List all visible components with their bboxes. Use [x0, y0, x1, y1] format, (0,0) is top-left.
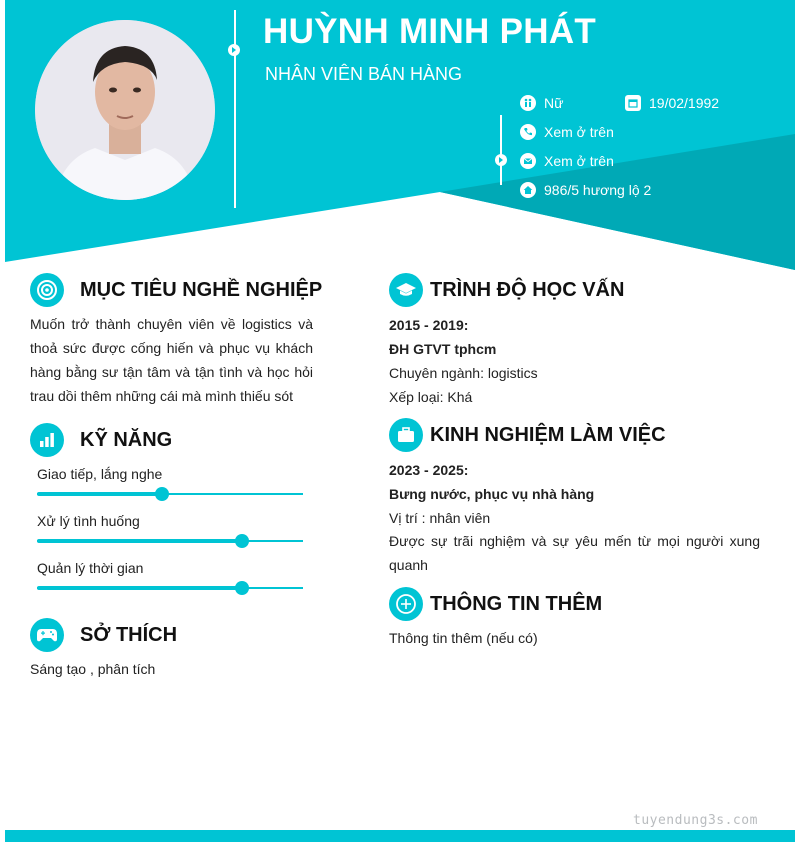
experience-title: KINH NGHIỆM LÀM VIỆC — [430, 423, 666, 446]
experience-description: Được sự trãi nghiệm và sự yêu mến từ mọi người xung quanh — [389, 533, 760, 573]
skill-slider-knob — [235, 581, 249, 595]
gender-icon — [520, 95, 536, 111]
watermark: tuyendung3s.com — [633, 813, 758, 828]
skill-label: Xử lý tình huống — [37, 513, 140, 529]
skills-title: KỸ NĂNG — [80, 428, 173, 451]
skill-fill — [37, 492, 162, 496]
briefcase-icon — [389, 418, 423, 452]
skill-fill — [37, 586, 242, 590]
education-title: TRÌNH ĐỘ HỌC VẤN — [430, 278, 625, 301]
contact-phone — [520, 124, 614, 140]
additional-heading — [389, 587, 602, 621]
email-value: Xem ở trên — [544, 153, 614, 169]
experience-period: 2023 - 2025: — [389, 462, 469, 478]
skill-label: Quản lý thời gian — [37, 560, 144, 576]
phone-value: Xem ở trên — [544, 124, 614, 140]
plus-icon — [389, 587, 423, 621]
skill-slider-knob — [235, 534, 249, 548]
education-heading — [389, 273, 624, 307]
contact-gender — [520, 95, 563, 111]
graduation-cap-icon — [389, 273, 423, 307]
education-period: 2015 - 2019: — [389, 317, 469, 333]
additional-title: THÔNG TIN THÊM — [430, 592, 603, 615]
experience-heading — [389, 418, 666, 452]
objective-text: Muốn trở thành chuyên viên về logistics và thoả sức được cống hiến và phục vụ khách hàng bằng sư tận tâm và tận tình và học hỏi trau dồi thêm những cái mà mình thiếu sót — [30, 316, 313, 404]
contact-email — [520, 153, 614, 169]
phone-icon — [520, 124, 536, 140]
footer-bar — [5, 830, 795, 842]
skills-heading — [30, 423, 172, 457]
education-major: Chuyên ngành: logistics — [389, 365, 538, 381]
cv-page — [5, 0, 795, 842]
candidate-name: HUỲNH MINH PHÁT — [263, 12, 597, 51]
skill-slider-knob — [155, 487, 169, 501]
hobbies-text: Sáng tạo , phân tích — [30, 661, 156, 677]
gender-value: Nữ — [544, 95, 564, 111]
bar-chart-icon — [30, 423, 64, 457]
gamepad-icon — [30, 618, 64, 652]
address-value: 986/5 hương lộ 2 — [544, 182, 652, 198]
candidate-role: NHÂN VIÊN BÁN HÀNG — [265, 64, 463, 84]
calendar-icon — [625, 95, 641, 111]
contact-divider — [500, 115, 502, 185]
target-icon — [30, 273, 64, 307]
hobbies-heading — [30, 618, 177, 652]
objective-title: MỤC TIÊU NGHỀ NGHIỆP — [80, 278, 323, 301]
birthday-value: 19/02/1992 — [649, 95, 720, 111]
skill-fill — [37, 539, 242, 543]
home-icon — [520, 182, 536, 198]
education-grade: Xếp loại: Khá — [389, 389, 473, 405]
contact-birthday — [625, 95, 719, 111]
contact-divider-marker — [495, 154, 507, 166]
experience-position: Vị trí : nhân viên — [389, 510, 491, 526]
header-divider-marker — [228, 44, 240, 56]
additional-text: Thông tin thêm (nếu có) — [389, 630, 538, 646]
profile-photo — [35, 20, 215, 200]
objective-heading — [30, 273, 322, 307]
email-icon — [520, 153, 536, 169]
education-school: ĐH GTVT tphcm — [389, 341, 497, 357]
experience-company: Bưng nước, phục vụ nhà hàng — [389, 486, 595, 502]
contact-address — [520, 182, 651, 198]
header-divider — [234, 10, 236, 208]
hobbies-title: SỞ THÍCH — [80, 623, 178, 646]
skill-label: Giao tiếp, lắng nghe — [37, 466, 163, 482]
